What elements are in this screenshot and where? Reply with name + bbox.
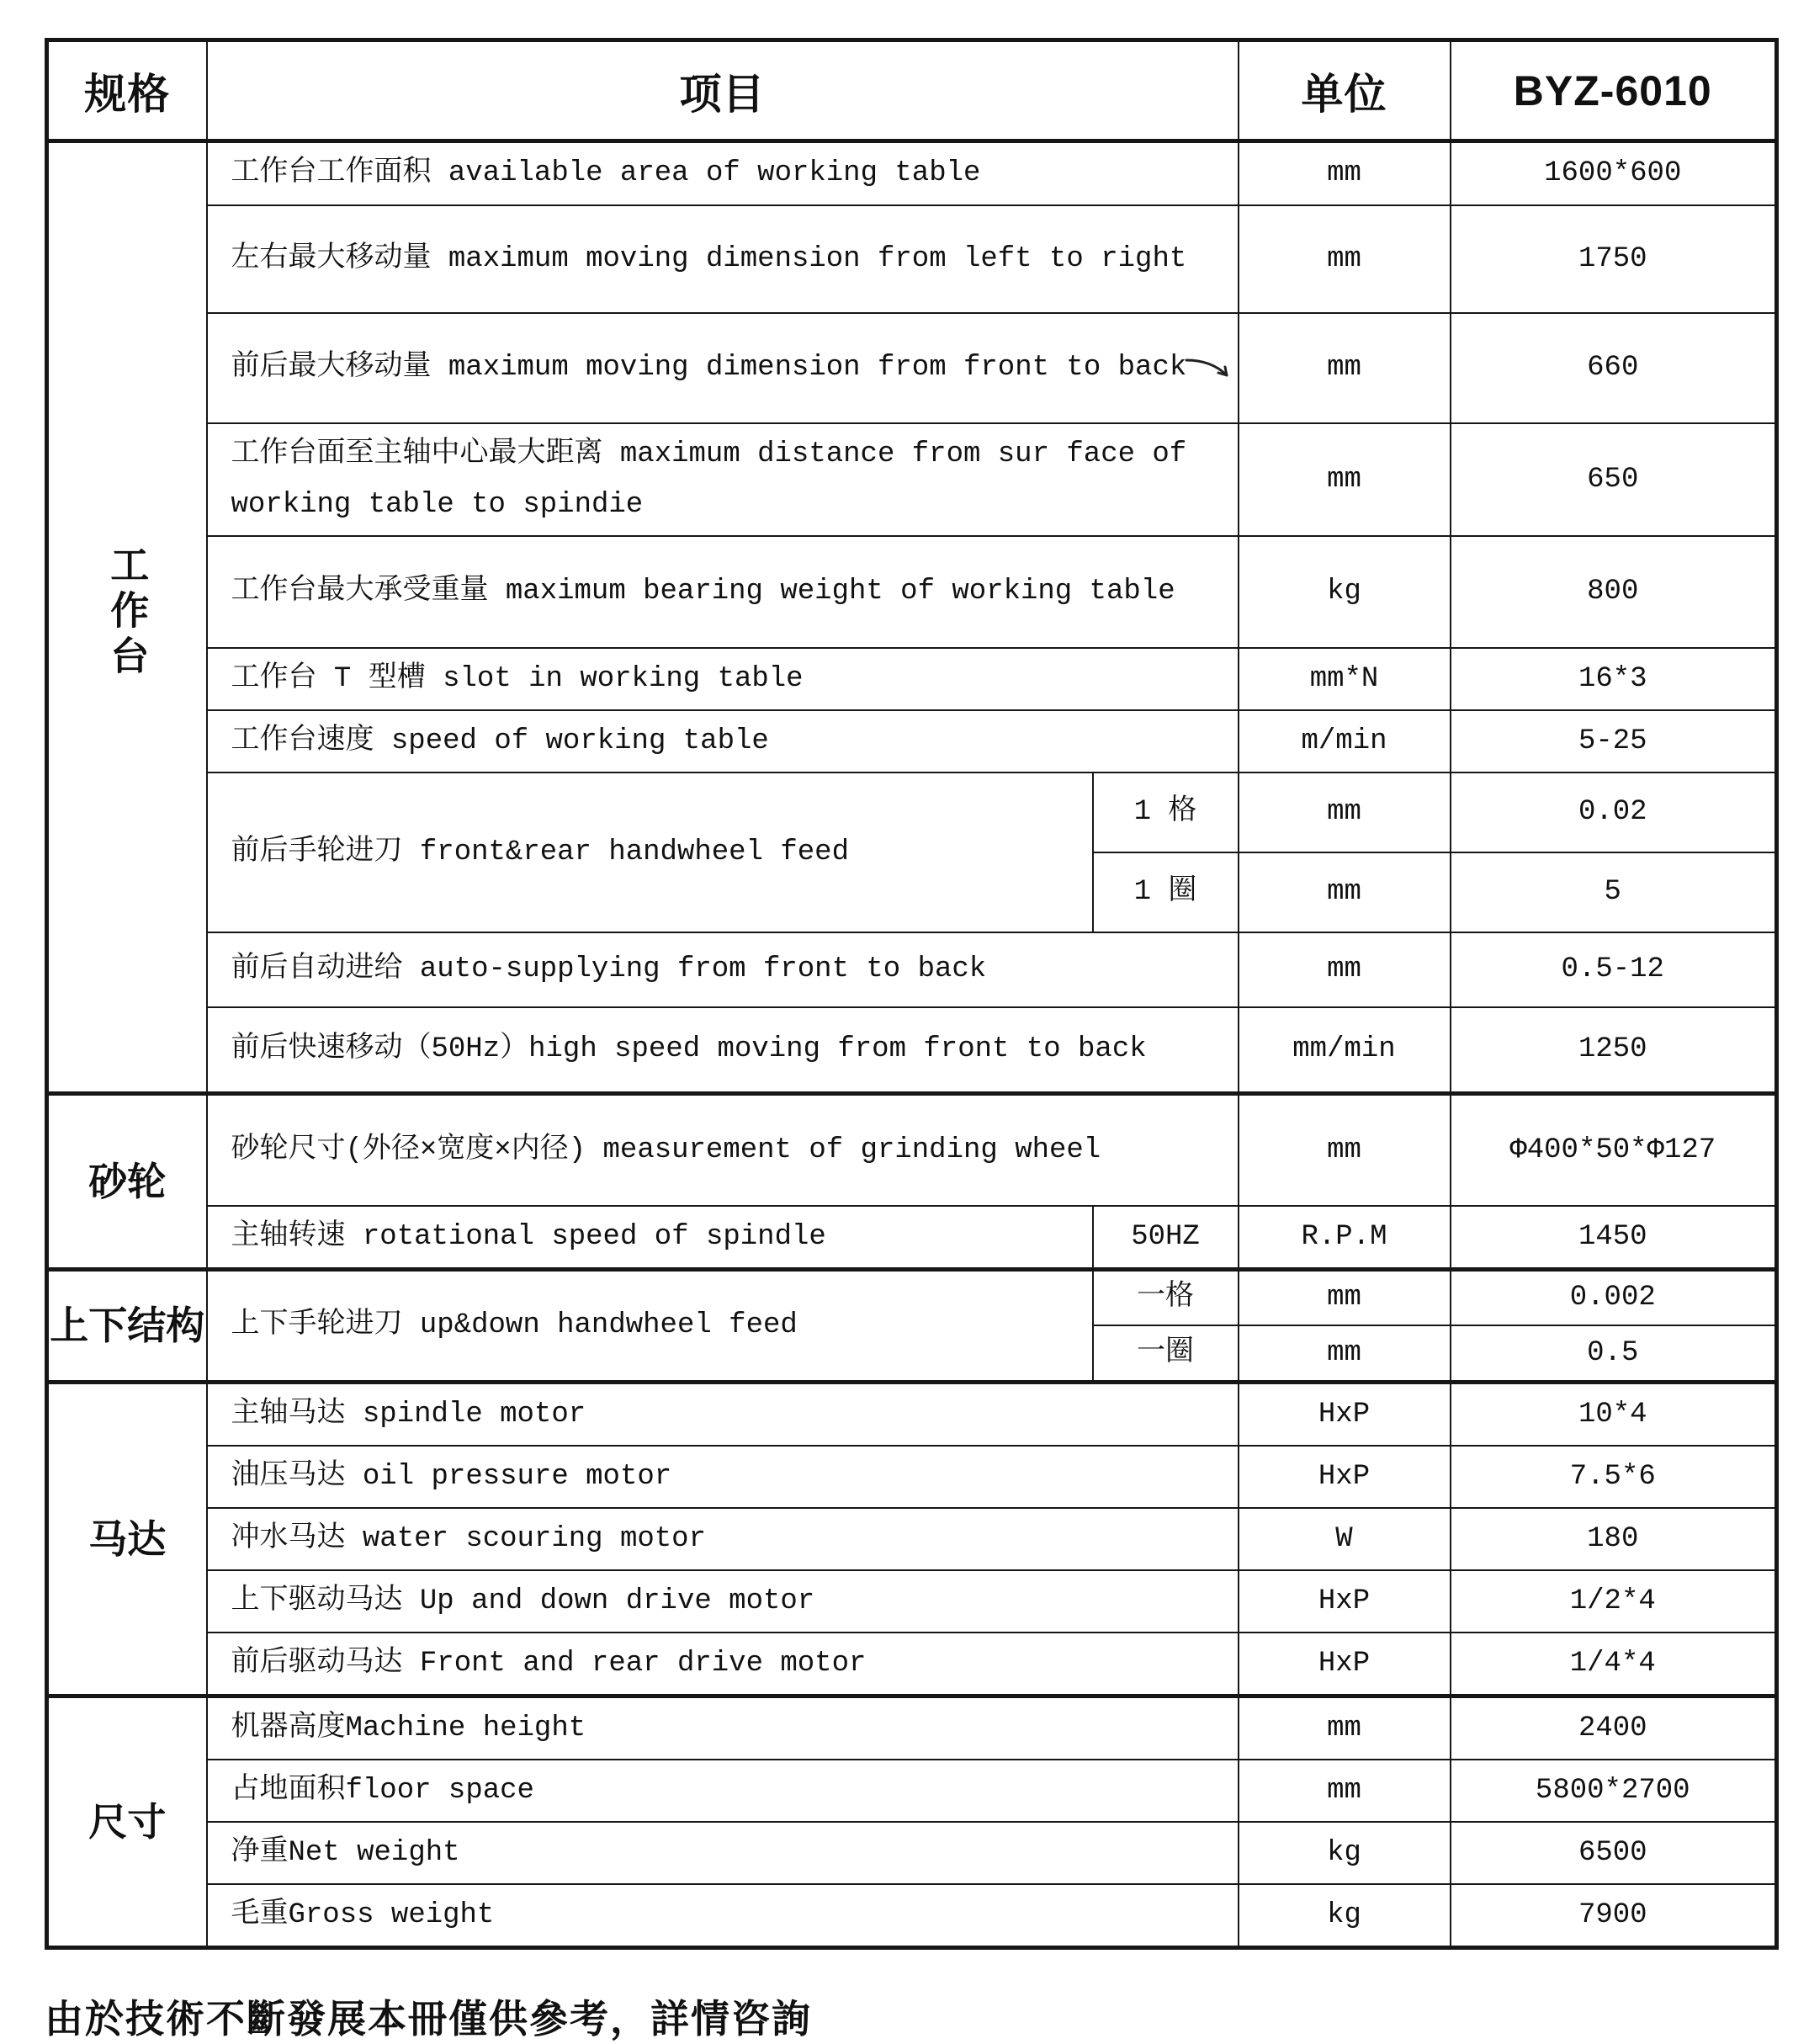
item-cell: 工作台最大承受重量 maximum bearing weight of working table: [207, 536, 1239, 648]
table-row: [47, 1382, 1777, 1446]
item-cell: 主轴转速 rotational speed of spindle: [207, 1206, 1093, 1270]
value-cell: 5800*2700: [1451, 1760, 1777, 1822]
value-cell: 2400: [1451, 1696, 1777, 1760]
item-cell: 主轴马达 spindle motor: [207, 1382, 1239, 1446]
table-row: [47, 141, 1777, 205]
subitem-cell: 一格: [1093, 1269, 1239, 1325]
subitem-cell: 1 圈: [1093, 852, 1239, 932]
unit-cell: HxP: [1239, 1446, 1451, 1508]
item-cell: 毛重Gross weight: [207, 1884, 1239, 1948]
unit-cell: HxP: [1239, 1382, 1451, 1446]
item-cell: 工作台速度 speed of working table: [207, 710, 1239, 772]
item-cell: 前后最大移动量 maximum moving dimension from front to back: [207, 313, 1239, 423]
value-cell: 180: [1451, 1508, 1777, 1570]
unit-cell: mm: [1239, 313, 1451, 423]
table-row: [47, 1760, 1777, 1822]
unit-cell: kg: [1239, 536, 1451, 648]
subitem-cell: 一圈: [1093, 1325, 1239, 1382]
unit-cell: kg: [1239, 1884, 1451, 1948]
table-row: [47, 1206, 1777, 1270]
table-row: [47, 710, 1777, 772]
unit-cell: mm: [1239, 1094, 1451, 1206]
value-cell: 1600*600: [1451, 141, 1777, 205]
table-row: [47, 1446, 1777, 1508]
item-cell: 前后快速移动（50Hz）high speed moving from front to back: [207, 1007, 1239, 1094]
footer-note: 由於技術不斷發展本冊僅供參考，詳情咨詢: [45, 1996, 812, 2041]
item-cell: 前后手轮进刀 front&rear handwheel feed: [207, 772, 1093, 932]
unit-cell: mm: [1239, 772, 1451, 852]
unit-cell: kg: [1239, 1822, 1451, 1884]
unit-cell: mm: [1239, 932, 1451, 1007]
table-row: [47, 1696, 1777, 1760]
item-cell: 前后自动进给 auto-supplying from front to back: [207, 932, 1239, 1007]
item-cell: 净重Net weight: [207, 1822, 1239, 1884]
item-cell: 左右最大移动量 maximum moving dimension from left to right: [207, 205, 1239, 313]
item-cell: 工作台工作面积 available area of working table: [207, 141, 1239, 205]
unit-cell: mm: [1239, 852, 1451, 932]
value-cell: 6500: [1451, 1822, 1777, 1884]
unit-cell: HxP: [1239, 1633, 1451, 1696]
unit-cell: mm: [1239, 205, 1451, 313]
col-header-model: BYZ-6010: [1451, 40, 1777, 141]
table-row: [47, 1094, 1777, 1206]
value-cell: 800: [1451, 536, 1777, 648]
value-cell: 0.5-12: [1451, 932, 1777, 1007]
table-row: [47, 772, 1777, 852]
item-cell: 砂轮尺寸(外径×宽度×内径) measurement of grinding wheel: [207, 1094, 1239, 1206]
unit-cell: mm*N: [1239, 648, 1451, 710]
value-cell: Φ400*50*Φ127: [1451, 1094, 1777, 1206]
col-header-spec: 规格: [47, 40, 207, 141]
unit-cell: W: [1239, 1508, 1451, 1570]
unit-cell: mm: [1239, 423, 1451, 536]
group-label-updown-structure: 上下结构: [47, 1269, 207, 1382]
table-row: [47, 1570, 1777, 1633]
item-cell: 上下手轮进刀 up&down handwheel feed: [207, 1269, 1093, 1382]
unit-cell: HxP: [1239, 1570, 1451, 1633]
table-row: [47, 648, 1777, 710]
value-cell: 1450: [1451, 1206, 1777, 1270]
value-cell: 5-25: [1451, 710, 1777, 772]
item-cell: 油压马达 oil pressure motor: [207, 1446, 1239, 1508]
item-cell: 工作台面至主轴中心最大距离 maximum distance from sur face of working table to spindie: [207, 423, 1239, 536]
unit-cell: mm/min: [1239, 1007, 1451, 1094]
value-cell: 10*4: [1451, 1382, 1777, 1446]
unit-cell: R.P.M: [1239, 1206, 1451, 1270]
subitem-cell: 1 格: [1093, 772, 1239, 852]
table-row: [47, 313, 1777, 423]
value-cell: 1/2*4: [1451, 1570, 1777, 1633]
unit-cell: mm: [1239, 1696, 1451, 1760]
item-cell: 工作台 T 型槽 slot in working table: [207, 648, 1239, 710]
table-row: [47, 932, 1777, 1007]
value-cell: 0.002: [1451, 1269, 1777, 1325]
unit-cell: mm: [1239, 141, 1451, 205]
group-label-worktable: 工作台: [47, 141, 207, 1094]
unit-cell: mm: [1239, 1760, 1451, 1822]
item-cell: 占地面积floor space: [207, 1760, 1239, 1822]
unit-cell: m/min: [1239, 710, 1451, 772]
table-row: [47, 1822, 1777, 1884]
unit-cell: mm: [1239, 1269, 1451, 1325]
table-row: [47, 1269, 1777, 1325]
unit-cell: mm: [1239, 1325, 1451, 1382]
table-row: [47, 423, 1777, 536]
table-row: [47, 1884, 1777, 1948]
table-row: [47, 1508, 1777, 1570]
value-cell: 7900: [1451, 1884, 1777, 1948]
value-cell: 0.5: [1451, 1325, 1777, 1382]
table-row: [47, 1007, 1777, 1094]
value-cell: 1/4*4: [1451, 1633, 1777, 1696]
group-label-dimensions: 尺寸: [47, 1696, 207, 1947]
value-cell: 1250: [1451, 1007, 1777, 1094]
scan-artifact-mark: [1185, 357, 1232, 382]
group-label-grinding-wheel: 砂轮: [47, 1094, 207, 1270]
group-label-motor: 马达: [47, 1382, 207, 1696]
item-cell: 机器高度Machine height: [207, 1696, 1239, 1760]
item-cell: 前后驱动马达 Front and rear drive motor: [207, 1633, 1239, 1696]
subitem-cell: 50HZ: [1093, 1206, 1239, 1270]
item-cell: 上下驱动马达 Up and down drive motor: [207, 1570, 1239, 1633]
value-cell: 1750: [1451, 205, 1777, 313]
value-cell: 16*3: [1451, 648, 1777, 710]
value-cell: 0.02: [1451, 772, 1777, 852]
value-cell: 660: [1451, 313, 1777, 423]
table-row: [47, 205, 1777, 313]
col-header-item: 项目: [207, 40, 1239, 141]
table-header-row: [47, 40, 1777, 141]
value-cell: 5: [1451, 852, 1777, 932]
spec-table: [45, 38, 1779, 1950]
item-cell: 冲水马达 water scouring motor: [207, 1508, 1239, 1570]
col-header-unit: 单位: [1239, 40, 1451, 141]
table-row: [47, 536, 1777, 648]
value-cell: 650: [1451, 423, 1777, 536]
table-row: [47, 1633, 1777, 1696]
value-cell: 7.5*6: [1451, 1446, 1777, 1508]
